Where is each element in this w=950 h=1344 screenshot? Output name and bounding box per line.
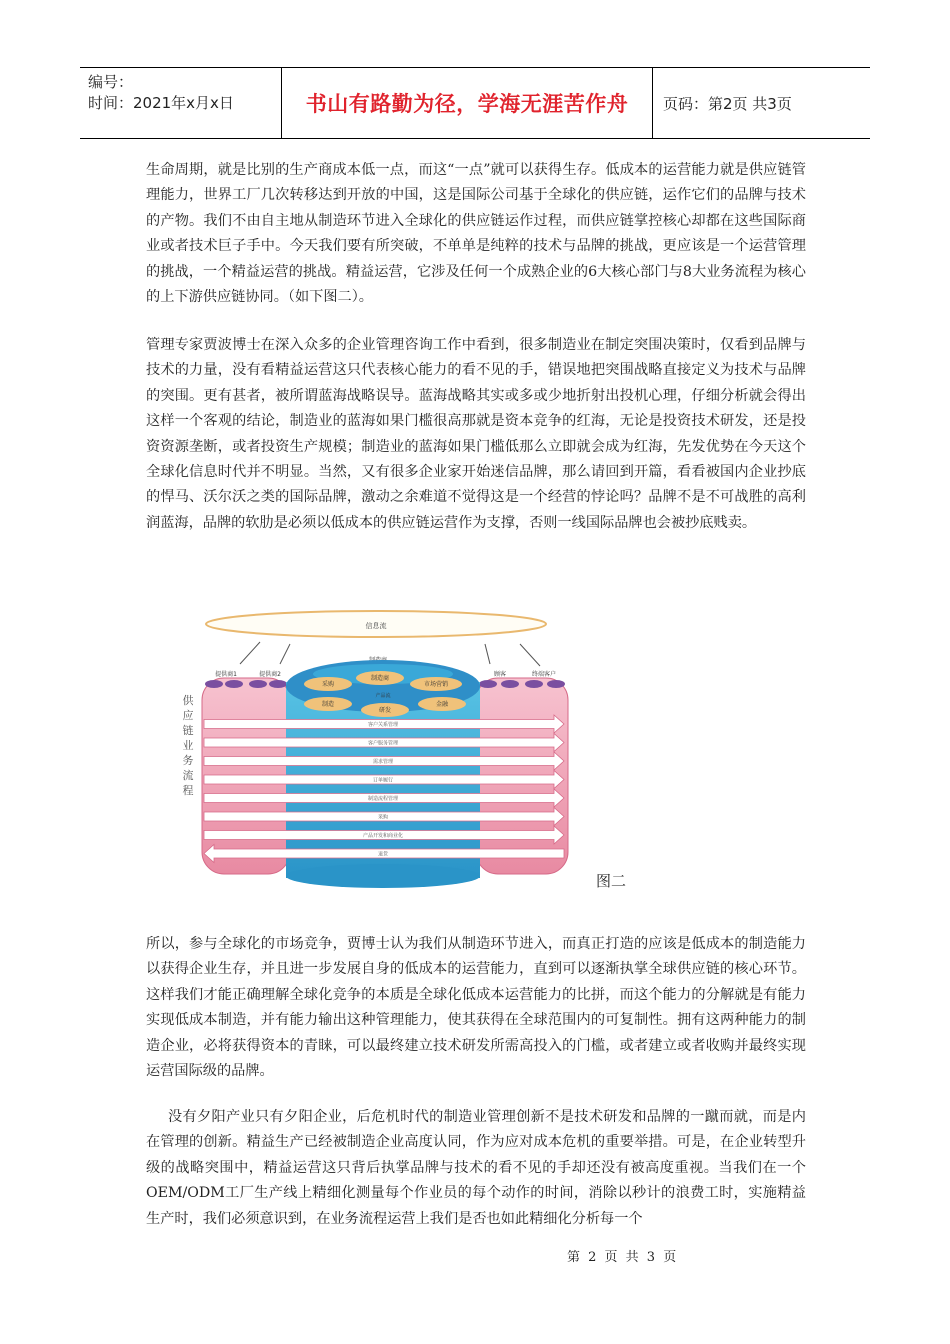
info-flow-label: 信息流 — [365, 622, 387, 630]
end-customer-label: 终端客户 — [531, 671, 557, 678]
dept-manufacturer-label: 制造商 — [370, 675, 390, 682]
product-flow-label: 产品流 — [375, 693, 391, 699]
supplier1-label: 提供商1 — [215, 671, 237, 678]
page-header — [80, 67, 870, 139]
paragraph-2 — [146, 333, 806, 536]
side-label — [183, 693, 195, 797]
side-label-char: 流 — [182, 769, 194, 782]
side-label-char: 务 — [182, 754, 194, 767]
paragraph-text: 所以，参与全球化的市场竞争，贾博士认为我们从制造环节进入，而真正打造的应该是低成本的制造能力以获得企业生存，并且进一步发展自身的低成本的运营能力，直到可以逐渐执掌全球供应链的核心环节。这样我们才能正确理解全球化竞争的本质是全球化低成本运营能力的比拼，而这个能力的分解就是有能力实现低成本制造，并有能力输出这种管理能力，使其获得在全球范围内的可复制性。拥有这两种能力的制造企业，必将获得资本的青睐，可以最终建立技术研发所需高投入的门槛，或者建立或者收购并最终实现运营国际级的品牌。 — [146, 936, 806, 1080]
customer-label: 顾客 — [493, 671, 507, 678]
time-label: 时间：2021年x月x日 — [88, 94, 234, 112]
paragraph-text: 生命周期，就是比别的生产商成本低一点，而这“一点”就可以获得生存。低成本的运营能力就是供应链管理能力，世界工厂几次转移达到开放的中国，这是国际公司基于全球化的供应链，运作它们的品牌与技术的产物。我们不由自主地从制造环节进入全球化的供应链运作过程，而供应链掌控核心却都在这些国际商业或者技术巨子手中。今天我们要有所突破，不单单是纯粹的技术与品牌的挑战，更应该是一个运营管理的挑战，一个精益运营的挑战。精益运营，它涉及任何一个成熟企业的6大核心部门与8大业务流程为核心的上下游供应链协同。（如下图二）。 — [146, 162, 806, 306]
side-label-char: 应 — [182, 709, 194, 722]
side-label-char: 业 — [182, 739, 194, 752]
supplier2-label: 提供商2 — [259, 671, 281, 678]
process-label: 订单履行 — [372, 777, 394, 784]
paragraph-3 — [146, 932, 806, 1084]
paragraph-1 — [146, 158, 806, 310]
side-label-char: 供 — [182, 694, 194, 707]
process-label: 退货 — [377, 851, 389, 858]
side-label-char: 链 — [182, 724, 194, 737]
dept-purchase-label: 采购 — [321, 681, 335, 688]
dept-marketing-label: 市场营销 — [423, 681, 449, 688]
paragraph-text: 管理专家贾波博士在深入众多的企业管理咨询工作中看到，很多制造业在制定突围决策时，仅看到品牌与技术的力量，没有看精益运营这只代表核心能力的看不见的手，错误地把突围战略直接定义为技术与品牌的突围。更有甚者，被所谓蓝海战略误导。蓝海战略其实或多或少地折射出投机心理，仔细分析就会得出这样一个客观的结论，制造业的蓝海如果门槛很高那就是资本竞争的红海，无论是投资技术研发，还是投资资源垄断，或者投资生产规模；制造业的蓝海如果门槛低那么立即就会成为红海，先发优势在今天这个全球化信息时代并不明显。当然，又有很多企业家开始迷信品牌，那么请回到开篇，看看被国内企业抄底的悍马、沃尔沃之类的国际品牌，激动之余难道不觉得这是一个经营的悖论吗？品牌不是不可战胜的高利润蓝海，品牌的软肋是必须以低成本的供应链运营作为支撑，否则一线国际品牌也会被抄底贱卖。 — [146, 337, 806, 531]
header-page-info: 页码：第2页 共3页 — [663, 94, 792, 113]
process-label: 客户服务管理 — [367, 740, 399, 747]
dept-production-label: 制造 — [321, 701, 335, 708]
figure-caption: 图二 — [596, 872, 627, 890]
side-label-char: 程 — [182, 784, 194, 797]
dept-rd-label: 研发 — [378, 707, 392, 714]
supply-chain-figure — [180, 604, 584, 891]
header-meta — [80, 68, 282, 138]
dept-finance-label: 金融 — [435, 701, 449, 708]
page-footer: 第 2 页 共 3 页 — [567, 1250, 679, 1265]
process-label: 产品开发和商业化 — [362, 833, 404, 839]
number-label: 编号： — [88, 73, 134, 91]
core-bottom — [286, 864, 480, 888]
process-label: 采购 — [377, 814, 389, 821]
paragraph-text: 没有夕阳产业只有夕阳企业，后危机时代的制造业管理创新不是技术研发和品牌的一蹴而就，而是内在管理的创新。精益生产已经被制造企业高度认同，作为应对成本危机的重要举措。可是，在企业转型升级的战略突围中，精益运营这只背后执掌品牌与技术的看不见的手却还没有被高度重视。当我们在一个OEM/ODM工厂生产线上精细化测量每个作业员的每个动作的时间，消除以秒计的浪费工时，实施精益生产时，我们必须意识到，在业务流程运营上我们是否也如此精细化分析每一个 — [146, 1109, 806, 1227]
paragraph-4 — [146, 1105, 806, 1232]
header-motto: 书山有路勤为径，学海无涯苦作舟 — [282, 68, 653, 138]
process-label: 需求管理 — [372, 759, 394, 765]
process-label: 制造流程管理 — [367, 796, 399, 802]
process-label: 客户关系管理 — [367, 722, 399, 728]
